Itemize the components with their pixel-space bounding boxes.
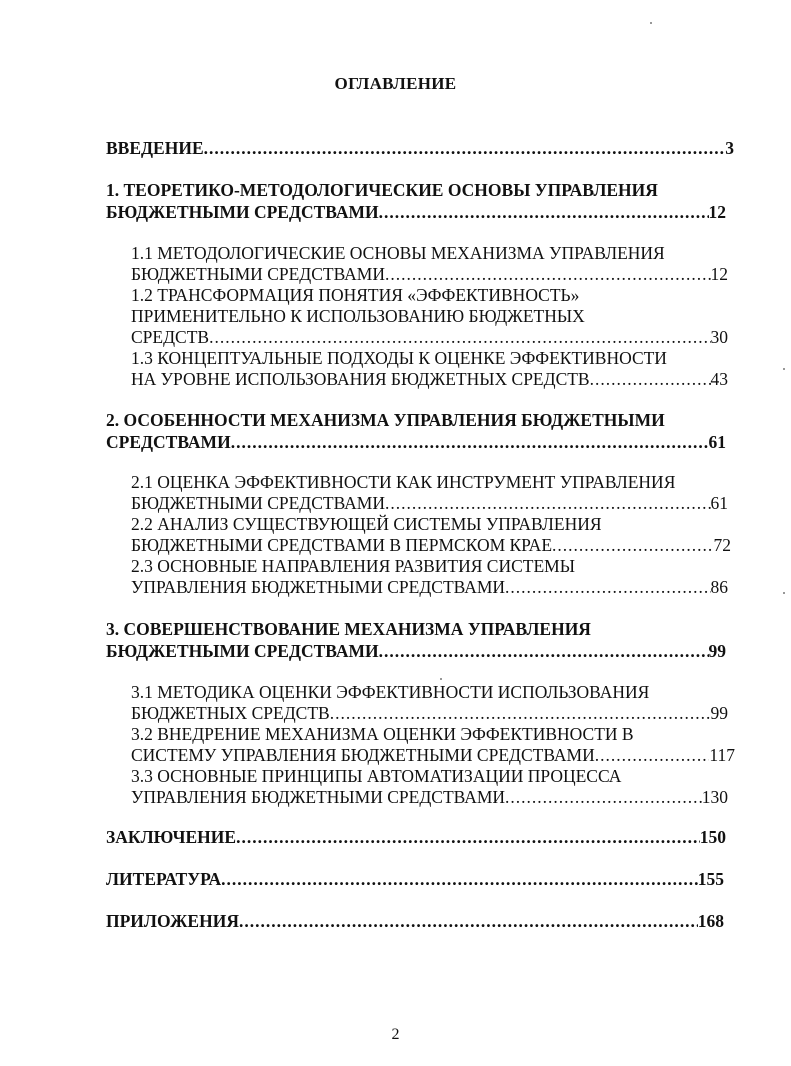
- dot-leader: [379, 201, 709, 223]
- toc-entry-chapter-3-line2[interactable]: [106, 640, 726, 662]
- toc-entry-conclusion[interactable]: [106, 826, 726, 848]
- toc-entry-text: СРЕДСТВ: [131, 327, 210, 347]
- toc-entry-2-2-line1[interactable]: 2.2 АНАЛИЗ СУЩЕСТВУЮЩЕЙ СИСТЕМЫ УПРАВЛЕНИЯ: [131, 514, 602, 534]
- dot-leader: [385, 263, 711, 285]
- toc-page-number: 12: [710, 264, 728, 284]
- toc-entry-text: БЮДЖЕТНЫМИ СРЕДСТВАМИ: [106, 641, 379, 661]
- toc-entry-3-1-line2[interactable]: [131, 702, 728, 724]
- toc-entry-appendices[interactable]: [106, 910, 724, 932]
- toc-entry-3-2-line1[interactable]: 3.2 ВНЕДРЕНИЕ МЕХАНИЗМА ОЦЕНКИ ЭФФЕКТИВНОСТИ В: [131, 724, 634, 744]
- toc-entry-text: УПРАВЛЕНИЯ БЮДЖЕТНЫМИ СРЕДСТВАМИ: [131, 787, 506, 807]
- toc-page-number: 99: [708, 641, 726, 661]
- toc-entry-text: БЮДЖЕТНЫМИ СРЕДСТВАМИ: [131, 493, 385, 513]
- toc-entry-3-3-line1[interactable]: 3.3 ОСНОВНЫЕ ПРИНЦИПЫ АВТОМАТИЗАЦИИ ПРОЦЕССА: [131, 766, 622, 786]
- toc-page-number: 130: [701, 787, 728, 807]
- dot-leader: [236, 826, 700, 848]
- toc-entry-text: СИСТЕМУ УПРАВЛЕНИЯ БЮДЖЕТНЫМИ СРЕДСТВАМИ: [131, 745, 595, 765]
- dot-leader: [505, 576, 710, 598]
- toc-entry-2-3-line2[interactable]: [131, 576, 728, 598]
- toc-entry-chapter-3-line1[interactable]: 3. СОВЕРШЕНСТВОВАНИЕ МЕХАНИЗМА УПРАВЛЕНИЯ: [106, 619, 591, 639]
- toc-entry-text: БЮДЖЕТНЫМИ СРЕДСТВАМИ В ПЕРМСКОМ КРАЕ: [131, 535, 553, 555]
- toc-entry-text: ПРИЛОЖЕНИЯ: [106, 911, 239, 931]
- page-title: ОГЛАВЛЕНИЕ: [334, 74, 457, 93]
- toc-page-number: 86: [710, 577, 728, 597]
- toc-page-number: 150: [699, 827, 726, 847]
- dot-leader: [505, 786, 702, 808]
- toc-entry-text: БЮДЖЕТНЫХ СРЕДСТВ: [131, 703, 330, 723]
- toc-entry-3-1-line1[interactable]: 3.1 МЕТОДИКА ОЦЕНКИ ЭФФЕКТИВНОСТИ ИСПОЛЬЗОВАНИЯ: [131, 682, 650, 702]
- dot-leader: [209, 326, 710, 348]
- toc-page-number: 30: [710, 327, 728, 347]
- toc-entry-1-1-line1[interactable]: 1.1 МЕТОДОЛОГИЧЕСКИЕ ОСНОВЫ МЕХАНИЗМА УПРАВЛЕНИЯ: [131, 243, 665, 263]
- toc-page-number: 72: [713, 535, 731, 555]
- dot-leader: [590, 368, 711, 390]
- toc-entry-text: СРЕДСТВАМИ: [106, 432, 231, 452]
- toc-entry-chapter-1-line1[interactable]: 1. ТЕОРЕТИКО-МЕТОДОЛОГИЧЕСКИЕ ОСНОВЫ УПРАВЛЕНИЯ: [106, 180, 658, 200]
- toc-page-number: 61: [710, 493, 728, 513]
- toc-page-number: 61: [708, 432, 726, 452]
- toc-entry-1-2-line1[interactable]: 1.2 ТРАНСФОРМАЦИЯ ПОНЯТИЯ «ЭФФЕКТИВНОСТЬ»: [131, 285, 580, 305]
- toc-entry-text: БЮДЖЕТНЫМИ СРЕДСТВАМИ: [131, 264, 385, 284]
- toc-entry-literature[interactable]: [106, 868, 724, 890]
- scan-speck: [440, 678, 442, 680]
- dot-leader: [221, 868, 698, 890]
- dot-leader: [595, 744, 710, 766]
- scan-speck: [650, 22, 652, 24]
- scan-speck: [783, 368, 785, 370]
- toc-entry-2-2-line2[interactable]: [131, 534, 731, 556]
- dot-leader: [204, 137, 726, 159]
- dot-leader: [330, 702, 711, 724]
- toc-page-number: 117: [709, 745, 735, 765]
- toc-entry-1-2-line2[interactable]: ПРИМЕНИТЕЛЬНО К ИСПОЛЬЗОВАНИЮ БЮДЖЕТНЫХ: [131, 306, 585, 326]
- dot-leader: [239, 910, 698, 932]
- toc-entry-1-3-line2[interactable]: [131, 368, 728, 390]
- toc-entry-1-2-line3[interactable]: [131, 326, 728, 348]
- scan-speck: [783, 592, 785, 594]
- dot-leader: [385, 492, 711, 514]
- toc-entry-text: БЮДЖЕТНЫМИ СРЕДСТВАМИ: [106, 202, 379, 222]
- toc-entry-2-3-line1[interactable]: 2.3 ОСНОВНЫЕ НАПРАВЛЕНИЯ РАЗВИТИЯ СИСТЕМЫ: [131, 556, 575, 576]
- toc-entry-text: НА УРОВНЕ ИСПОЛЬЗОВАНИЯ БЮДЖЕТНЫХ СРЕДСТВ: [131, 369, 590, 389]
- toc-entry-chapter-1-line2[interactable]: [106, 201, 726, 223]
- toc-entry-intro[interactable]: [106, 137, 734, 159]
- toc-entry-3-3-line2[interactable]: [131, 786, 728, 808]
- toc-entry-text: ЛИТЕРАТУРА: [106, 869, 222, 889]
- dot-leader: [552, 534, 713, 556]
- toc-entry-2-1-line1[interactable]: 2.1 ОЦЕНКА ЭФФЕКТИВНОСТИ КАК ИНСТРУМЕНТ УПРАВЛЕНИЯ: [131, 472, 676, 492]
- toc-page-number: 3: [725, 138, 734, 158]
- toc-entry-text: ЗАКЛЮЧЕНИЕ: [106, 827, 237, 847]
- toc-entry-1-3-line1[interactable]: 1.3 КОНЦЕПТУАЛЬНЫЕ ПОДХОДЫ К ОЦЕНКЕ ЭФФЕКТИВНОСТИ: [131, 348, 667, 368]
- toc-entry-1-1-line2[interactable]: [131, 263, 728, 285]
- dot-leader: [379, 640, 709, 662]
- toc-entry-3-2-line2[interactable]: [131, 744, 735, 766]
- toc-page-number: 168: [697, 911, 724, 931]
- toc-entry-chapter-2-line2[interactable]: [106, 431, 726, 453]
- toc-page-number: 99: [710, 703, 728, 723]
- toc-page-number: 12: [708, 202, 726, 222]
- toc-entry-chapter-2-line1[interactable]: 2. ОСОБЕННОСТИ МЕХАНИЗМА УПРАВЛЕНИЯ БЮДЖЕТНЫМИ: [106, 410, 665, 430]
- toc-page-number: 155: [697, 869, 724, 889]
- toc-page-number: 43: [710, 369, 728, 389]
- toc-entry-2-1-line2[interactable]: [131, 492, 728, 514]
- toc-entry-text: ВВЕДЕНИЕ: [106, 138, 204, 158]
- page-number: 2: [391, 1026, 400, 1043]
- toc-entry-text: УПРАВЛЕНИЯ БЮДЖЕТНЫМИ СРЕДСТВАМИ: [131, 577, 506, 597]
- dot-leader: [231, 431, 709, 453]
